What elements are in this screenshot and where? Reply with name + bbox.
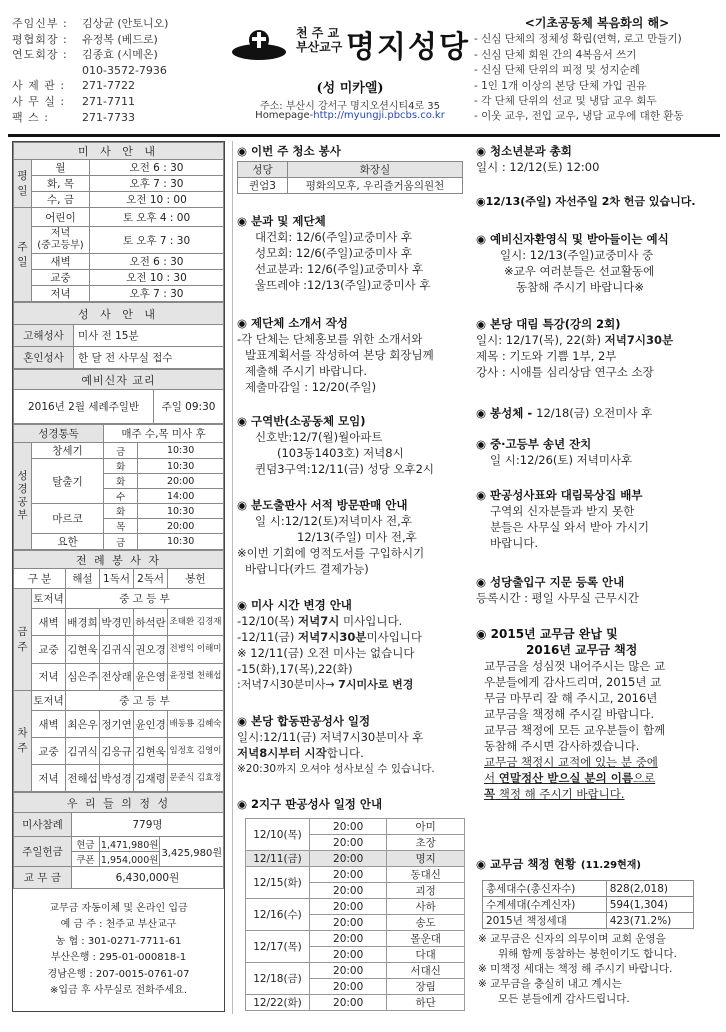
notice-line: 제출해 주시기 바랍니다. [245,364,368,378]
notice-line: 일 시:12/12(토)저녁미사 전,후 [255,514,412,528]
schedule-date: 12/16(수) [246,899,310,931]
homepage-link[interactable]: http://myungji.pbcbs.co.kr [313,110,445,121]
sunday-label: 주일 [14,208,32,302]
year-item: - 1인 1개 이상의 본당 단체 가입 권유 [474,79,647,92]
sacrament-table: 성 사 안 내 고해성사 미사 전 15분 혼인성사 한 달 전 사무실 접수 [13,302,224,369]
staff-label [12,63,82,79]
mass-change-section: ◉ 미사 시간 변경 안내 -12/10(목) 저녁7시 미사입니다. -12/11(금) 저녁7시30분미사입니다 ※ 12/11(금) 오전 미사는 없습니다 -15(화),17(목),22(화) :저녁7시30분미사→ 7시미사로 변경 [237,598,423,691]
dues-status-table [482,880,694,929]
staff-value: 유정복 (베드로) [82,32,158,46]
staff-label: 주임신부 : [12,17,68,30]
cell-section: ◉ 구역반(소공동체 모임) 신호반:12/7(월)월아파트 (103동1403호) 저녁8시 퀸덤3구역:12/11(금) 성당 오후2시 [237,413,469,477]
notice-line: 선교분과: 12/6(주일)교중미사 후 [255,262,424,276]
schedule-date: 12/11(금) [246,851,310,867]
certificate-section: ◉ 판공성사표와 대림묵상집 배부 구역외 신자분들과 받지 못한 분들은 사무실 와서 받아 가시기 바랍니다. [476,487,720,551]
district-section: ◉ 분과 및 제단체 대건회: 12/6(주일)교중미사 후 성모회: 12/6(주일)교중미사 후 선교분과: 12/6(주일)교중미사 후 울뜨레야 :12/13(주일)교중미사 후 [237,213,469,293]
staff-row [12,110,227,126]
schedule-parish: 아미 [387,819,465,835]
bank-info [13,889,224,999]
staff-value: 김종효 (시메온) [82,48,158,62]
schedule-row [246,819,465,835]
notice-line: ※이번 기회에 영적도서를 구입하시기 [237,546,425,560]
schedule-parish: 하단 [387,995,465,1011]
registration-section: ◉ 성당출입구 지문 등록 안내 등록시간 : 평일 사무실 근무시간 [476,575,639,605]
schedule-parish: 송도 [387,915,465,931]
year-item: - 신심 단체 회원 간의 4복음서 쓰기 [474,48,637,61]
schedule-parish: 서대신 [387,963,465,979]
schedule-time: 20:00 [310,819,387,835]
cleaning-section: ◉ 이번 주 청소 봉사 성당 화장실 퀸엄3 평화의모후, 우리즐거움의원천 [237,143,469,194]
year-title: <기초공동체 복음화의 해> [524,16,670,30]
staff-value: 271-7711 [82,94,135,108]
staff-row [12,32,227,48]
status-label: 2015년 책정세대 [483,913,607,929]
schedule-time: 20:00 [310,979,387,995]
notice-line: 분들은 사무실 와서 받아 가시기 [490,520,650,534]
bank-line: ※입금 후 사무실로 전화주세요. [49,985,187,997]
schedule-time: 20:00 [310,899,387,915]
dues-section: ◉ 2015년 교무금 완납 및 2016년 교무금 책정 교무금을 성심껏 내어주시는 많은 교 우분들에게 감사드리며, 2015년 교 무금 마무리 잘 해 주시고, 2016년 교무금을 책정해 주시길 바랍니다. 교무금 책정에 모든 교우분들이 함께 동참해 주시면 감사하겠습니다. 교무금 책정시 교적에 있는 분 중에 서 연말정산 받으실 분의 이름으로 꼭 책정 해 주시기 바랍니다. [476,626,720,802]
notice-line: 구역외 신자분들과 받지 못한 [490,504,635,518]
schedule-date: 12/10(목) [246,819,310,851]
schedule-parish: 초장 [387,835,465,851]
schedule-row [246,963,465,979]
staff-info [12,16,227,125]
notice-line: 동참해 주시면 감사하겠습니다. [484,739,640,753]
bank-line: 예 금 주 : 천주교 부산교구 [60,919,177,931]
charity-notice: ◉12/13(주일) 자선주일 2차 헌금 있습니다. [476,195,696,208]
notice-line: 울뜨레야 :12/13(주일)교중미사 후 [255,278,431,292]
dues-note: ※ 교무금을 충실히 내고 계시는 [478,978,622,990]
cleaning-table: 성당 화장실 퀸엄3 평화의모후, 우리즐거움의원천 [237,161,463,194]
schedule-time: 20:00 [310,931,387,947]
schedule-time: 20:00 [310,883,387,899]
notice-line: 동참해 주시기 바랍니다※ [516,280,645,294]
church-emblem-icon [230,26,288,66]
notice-line: 신호반:12/7(월)월아파트 [255,430,383,444]
notice-line: 교무금을 책정해 주시길 바랍니다. [484,707,655,721]
schedule-row [246,851,465,867]
offering-table: 우 리 들 의 정 성 미사참례 779명 주일헌금 현금 1,471,980원 3,425,980원 쿠폰 1,954,000원 교 무 금 6,430,000원 [13,792,224,889]
schedule-parish: 명지 [387,851,465,867]
notice-line: 바랍니다(카드 결제가능) [245,562,369,576]
bank-line: 농 협 : 301-0271-7711-61 [55,935,182,947]
notice-line: 12/13(주일) 미사 전,후 [297,530,417,544]
youth-section: ◉ 청소년분과 총회 일시 : 12/12(토) 12:00 [476,144,600,174]
schedule-parish: 장림 [387,979,465,995]
staff-value: 010-3572-7936 [82,63,167,77]
schedule-time: 20:00 [310,915,387,931]
notice-line: 바랍니다. [490,536,539,550]
servers-table: 전 례 봉 사 자 구 분 해설 1독서 2독서 봉헌 금 주 토저녁 중 고 등 부 새벽 배경희 박경민 하석란 조태환 김경재 교중 김현욱 김귀식 권오경 전병익 이해미 저녁 심은주 전상래 윤은영 윤정렬 천해섭 차 주 토저녁 중 고 등 부 새벽 최은우 정기연 윤인경 배동룡 김혜숙 교중 김귀식 김응규 김현욱 임정호 김영이 저녁 전해섭 박성경 김재령 문준식 김효정 [13,550,224,792]
schedule-date: 12/22(화) [246,995,310,1011]
status-label: 총세대수(총신자수) [483,881,607,897]
bible-table: 성경통독 매주 수,목 미사 후 성경공부 창세기 금 10:30 탈출기 화 10:30 화 20:00 수 14:00 마르코 화 10:30 목 20:00 요한 금 10:30 [13,424,224,550]
schedule-parish: 다대 [387,947,465,963]
dues-note: 모든 분들에게 감사드립니다. [498,993,630,1005]
notice-line: ※교우 여러분들은 선교활동에 [504,264,655,278]
notice-line: 제출마감일 : 12/20(주일) [245,380,377,394]
notice-line: 우분들에게 감사드리며, 2015년 교 [484,675,662,689]
staff-row [12,16,227,32]
status-value: 594(1,304) [606,897,693,913]
schedule-row [246,867,465,883]
schedule-table [245,818,465,1011]
year-item: - 이웃 교우, 전입 교우, 냉담 교우에 대한 환동 [474,110,684,123]
left-column [12,141,225,1012]
schedule-parish: 괴정 [387,883,465,899]
schedule-time: 20:00 [310,963,387,979]
year-item: - 각 단체 단위의 선교 및 냉담 교우 회두 [474,95,657,108]
welcome-section: ◉ 예비신자환영식 및 받아들이는 예식 일시: 12/13(주일)교중미사 중 ※교우 여러분들은 선교활동에 동참해 주시기 바랍니다※ [476,231,720,295]
dues-note: ※ 미책정 세대는 책정 해 주시기 바랍니다. [478,963,673,975]
schedule-row [246,931,465,947]
catechumen-table: 예비신자 교리 2016년 2월 세례주일반 주일 09:30 [13,369,224,424]
schedule-row [246,899,465,915]
notice-line: 성모회: 12/6(주일)교중미사 후 [255,246,413,260]
intro-section: ◉ 제단체 소개서 작성 -각 단체는 단체홍보를 위한 소개서와 발표계획서를 작성하여 본당 회장님께 제출해 주시기 바랍니다. 제출마감일 : 12/20(주일) [237,315,469,395]
schedule-date: 12/17(목) [246,931,310,963]
schedule-time: 20:00 [310,947,387,963]
notice-line: 교무금 책정에 모든 교우분들이 함께 [484,723,666,737]
staff-value: 김상균 (안토니오) [82,17,169,30]
status-value: 423(71.2%) [606,913,693,929]
notice-line: 교무금을 성심껏 내어주시는 많은 교 [484,659,666,673]
mass-title: 미 사 안 내 [14,143,224,160]
staff-label: 사 제 관 : [12,79,66,93]
schedule-parish: 사하 [387,899,465,915]
year-item: - 신심 단체 단위의 피정 및 성지순례 [474,64,640,77]
staff-label: 연도회장 : [12,48,68,62]
staff-row [12,63,227,79]
dues-status-section: ◉ 교무금 책정 현황 (11.29현재) 총세대수(총신자수) 828(2,018) 수계세대(수계신자) 594(1,304) 2015년 책정세대 423(71.2%) ※ 교무금은 신자의 의무이며 교회 운영을 위해 함께 동참하는 봉헌이기도 합니다. ※ 미책정 세대는 책정 해 주시기 바랍니다. ※ 교무금을 충실히 내고 계시는 모든 분들에게 감사드립니다. [476,853,720,1007]
status-row [483,913,694,929]
lecture-section: ◉ 본당 대림 특강(강의 2회) 일시: 12/17(목), 22(화) 저녁7시30분 제목 : 기도와 기쁨 1부, 2부 강사 : 시애틀 심리상담 연구소 소장 [476,317,674,379]
notice-line: 퀸덤3구역:12/11(금) 성당 오후2시 [255,462,435,476]
status-value: 828(2,018) [606,881,693,897]
schedule-time: 20:00 [310,851,387,867]
dues-note: ※ 교무금은 신자의 의무이며 교회 운영을 [478,933,666,945]
org-name: 천 주 교 부산교구 [296,26,343,54]
staff-label: 평협회장 : [12,32,68,46]
staff-label: 사 무 실 : [12,94,66,108]
church-name: 명지성당 [346,30,470,65]
year-item: - 신심 단체의 정체성 확립(연혁, 로고 만들기) [474,33,682,46]
status-row [483,881,694,897]
weekday-label: 평일 [14,160,32,208]
schedule-date: 12/15(화) [246,867,310,899]
schedule-section: ◉ 2지구 판공성사 일정 안내 12/10(목) 20:00 아미 20:00 초장 12/11(금) 20:00 명지 12/15(화) 20:00 동대신 20:00 괴정 12/16(수) 20:00 사하 20:00 송도 12/17(목) 20:00 몰운대 20:00 다대 12/18(금) 20:00 서대신 20:00 장림 12/22(화) 20:00 하단 [237,796,469,1011]
status-row [483,897,694,913]
homepage: Homepage-http://myungji.pbcbs.co.kr [255,110,445,121]
schedule-time: 20:00 [310,835,387,851]
schedule-parish: 몰운대 [387,931,465,947]
bank-line: 경남은행 : 207-0015-0761-07 [47,968,190,980]
bank-line: 교무금 자동이체 및 온라인 입금 [49,903,188,914]
schedule-parish: 동대신 [387,867,465,883]
notice-line: (103동1403호) 저녁8시 [277,446,404,460]
notice-line: -각 단체는 단체홍보를 위한 소개서와 [237,332,423,346]
header-divider [8,134,720,137]
status-label: 수계세대(수계신자) [483,897,607,913]
penance-section: ◉ 본당 합동판공성사 일정 일시:12/11(금) 저녁7시30분미사 후 저녁8시부터 시작합니다. ※20:30까지 오셔야 성사보실 수 있습니다. [237,714,435,775]
schedule-date: 12/18(금) [246,963,310,995]
party-section: ◉ 중·고등부 송년 잔치 일 시:12/26(토) 저녁미사후 [476,437,633,467]
staff-value: 271-7722 [82,79,135,93]
staff-label: 팩 스 : [12,110,49,124]
schedule-row [246,995,465,1011]
schedule-time: 20:00 [310,995,387,1011]
notice-line: 대건회: 12/6(주일)교중미사 후 [255,230,413,244]
anointing-notice: ◉ 봉성체 - 12/18(금) 오전미사 후 [476,406,653,420]
notice-line: 발표계획서를 작성하여 본당 회장님께 [245,348,434,362]
staff-value: 271-7733 [82,110,135,124]
schedule-time: 20:00 [310,867,387,883]
bank-line: 부산은행 : 295-01-000818-1 [50,952,187,964]
staff-row [12,94,227,110]
mass-table: 미 사 안 내 평일 월 오전 6 : 30 화, 목 오후 7 : 30 수, 금 오전 10 : 00 주일 어린이 토 오후 4 : 00 저녁 (중고등부) 토 오후 7 : 30 새벽 오전 6 : 30 교중 오전 10 : 30 저녁 오후 7 : 30 [13,142,224,302]
patron-saint: (성 미카엘) [316,81,384,96]
dues-note: 위해 함께 동참하는 봉헌이기도 합니다. [498,948,677,960]
church-logo [222,16,470,76]
church-address: 주소: 부산시 강서구 명지오션시티4로 35 [259,101,441,112]
column-divider [232,141,233,1014]
notice-line: 일시: 12/13(주일)교중미사 중 [500,248,654,262]
staff-row [12,78,227,94]
book-section: ◉ 분도출판사 서적 방문판매 안내 일 시:12/12(토)저녁미사 전,후 12/13(주일) 미사 전,후 ※이번 기회에 영적도서를 구입하시기 바랍니다(카드 결제가능) [237,497,469,577]
year-theme [474,16,720,125]
notice-line: 무금 마무리 잘 해 주시고, 2016년 [484,691,658,705]
staff-row [12,47,227,63]
